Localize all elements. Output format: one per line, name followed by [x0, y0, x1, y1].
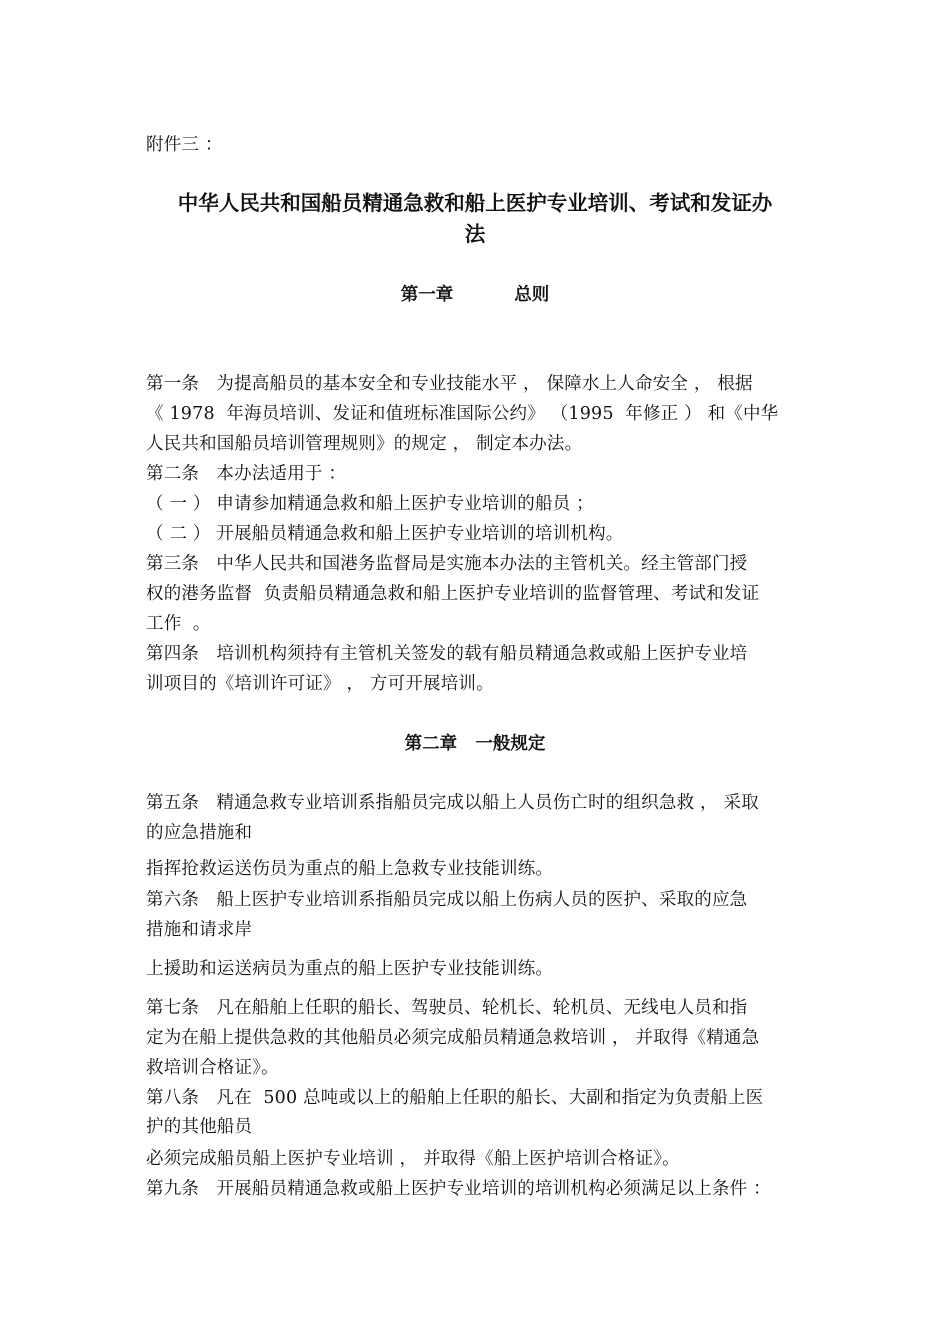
text-line: 定为在船上提供急救的其他船员必须完成船员精通急救培训 ， 并取得《精通急: [146, 1028, 760, 1048]
text-line: 第一条 为提高船员的基本安全和专业技能水平 ， 保障水上人命安全 ， 根据: [146, 374, 753, 394]
text-line: 必须完成船员船上医护专业培训 ， 并取得《船上医护培训合格证》。: [146, 1149, 680, 1169]
text-line: 第七条 凡在船舶上任职的船长、驾驶员、轮机长、轮机员、无线电人员和指: [146, 998, 748, 1018]
text-line: 的应急措施和: [146, 823, 253, 843]
text-line: 《 1978 年海员培训、发证和值班标准国际公约》 （1995 年修正 ） 和《中华: [146, 404, 779, 424]
text-line: （ 一 ） 申请参加精通急救和船上医护专业培训的船员 ；: [146, 494, 594, 514]
text-line: 训项目的《培训许可证》 ， 方可开展培训。: [146, 674, 494, 694]
text-line: 护的其他船员: [146, 1117, 253, 1137]
text-line: 第三条 中华人民共和国港务监督局是实施本办法的主管机关。经主管部门授: [146, 554, 748, 574]
text-line: 指挥抢救运送伤员为重点的船上急救专业技能训练。: [146, 859, 554, 879]
text-line: 救培训合格证》。: [146, 1058, 279, 1078]
text-line: 工作 。: [146, 614, 211, 634]
text-line: 第五条 精通急救专业培训系指船员完成以船上人员伤亡时的组织急救 ， 采取: [146, 793, 759, 813]
text-line: 第九条 开展船员精通急救或船上医护专业培训的培训机构必须满足以上条件 ：: [146, 1179, 771, 1199]
text-line: 上援助和运送病员为重点的船上医护专业技能训练。: [146, 959, 554, 979]
text-line: 权的港务监督 负责船员精通急救和船上医护专业培训的监督管理、考试和发证: [146, 584, 760, 604]
chapter-2-heading: 第二章 一般规定: [404, 734, 546, 754]
text-line: 第八条 凡在 500 总吨或以上的船舶上任职的船长、大副和指定为负责船上医: [146, 1088, 764, 1108]
text-line: 人民共和国船员培训管理规则》的规定 ， 制定本办法。: [146, 434, 583, 454]
document-title-line-1: 中华人民共和国船员精通急救和船上医护专业培训、考试和发证办: [177, 191, 773, 215]
attachment-label: 附件三 ：: [146, 135, 223, 155]
text-line: 第二条 本办法适用于 ：: [146, 464, 347, 484]
text-line: 第四条 培训机构须持有主管机关签发的载有船员精通急救或船上医护专业培: [146, 644, 748, 664]
chapter-1-heading: 第一章 总则: [400, 285, 550, 305]
text-line: 措施和请求岸: [146, 920, 253, 940]
text-line: 第六条 船上医护专业培训系指船员完成以船上伤病人员的医护、采取的应急: [146, 890, 748, 910]
document-title-line-2: 法: [464, 222, 486, 246]
text-line: （ 二 ） 开展船员精通急救和船上医护专业培训的培训机构。: [146, 524, 624, 544]
